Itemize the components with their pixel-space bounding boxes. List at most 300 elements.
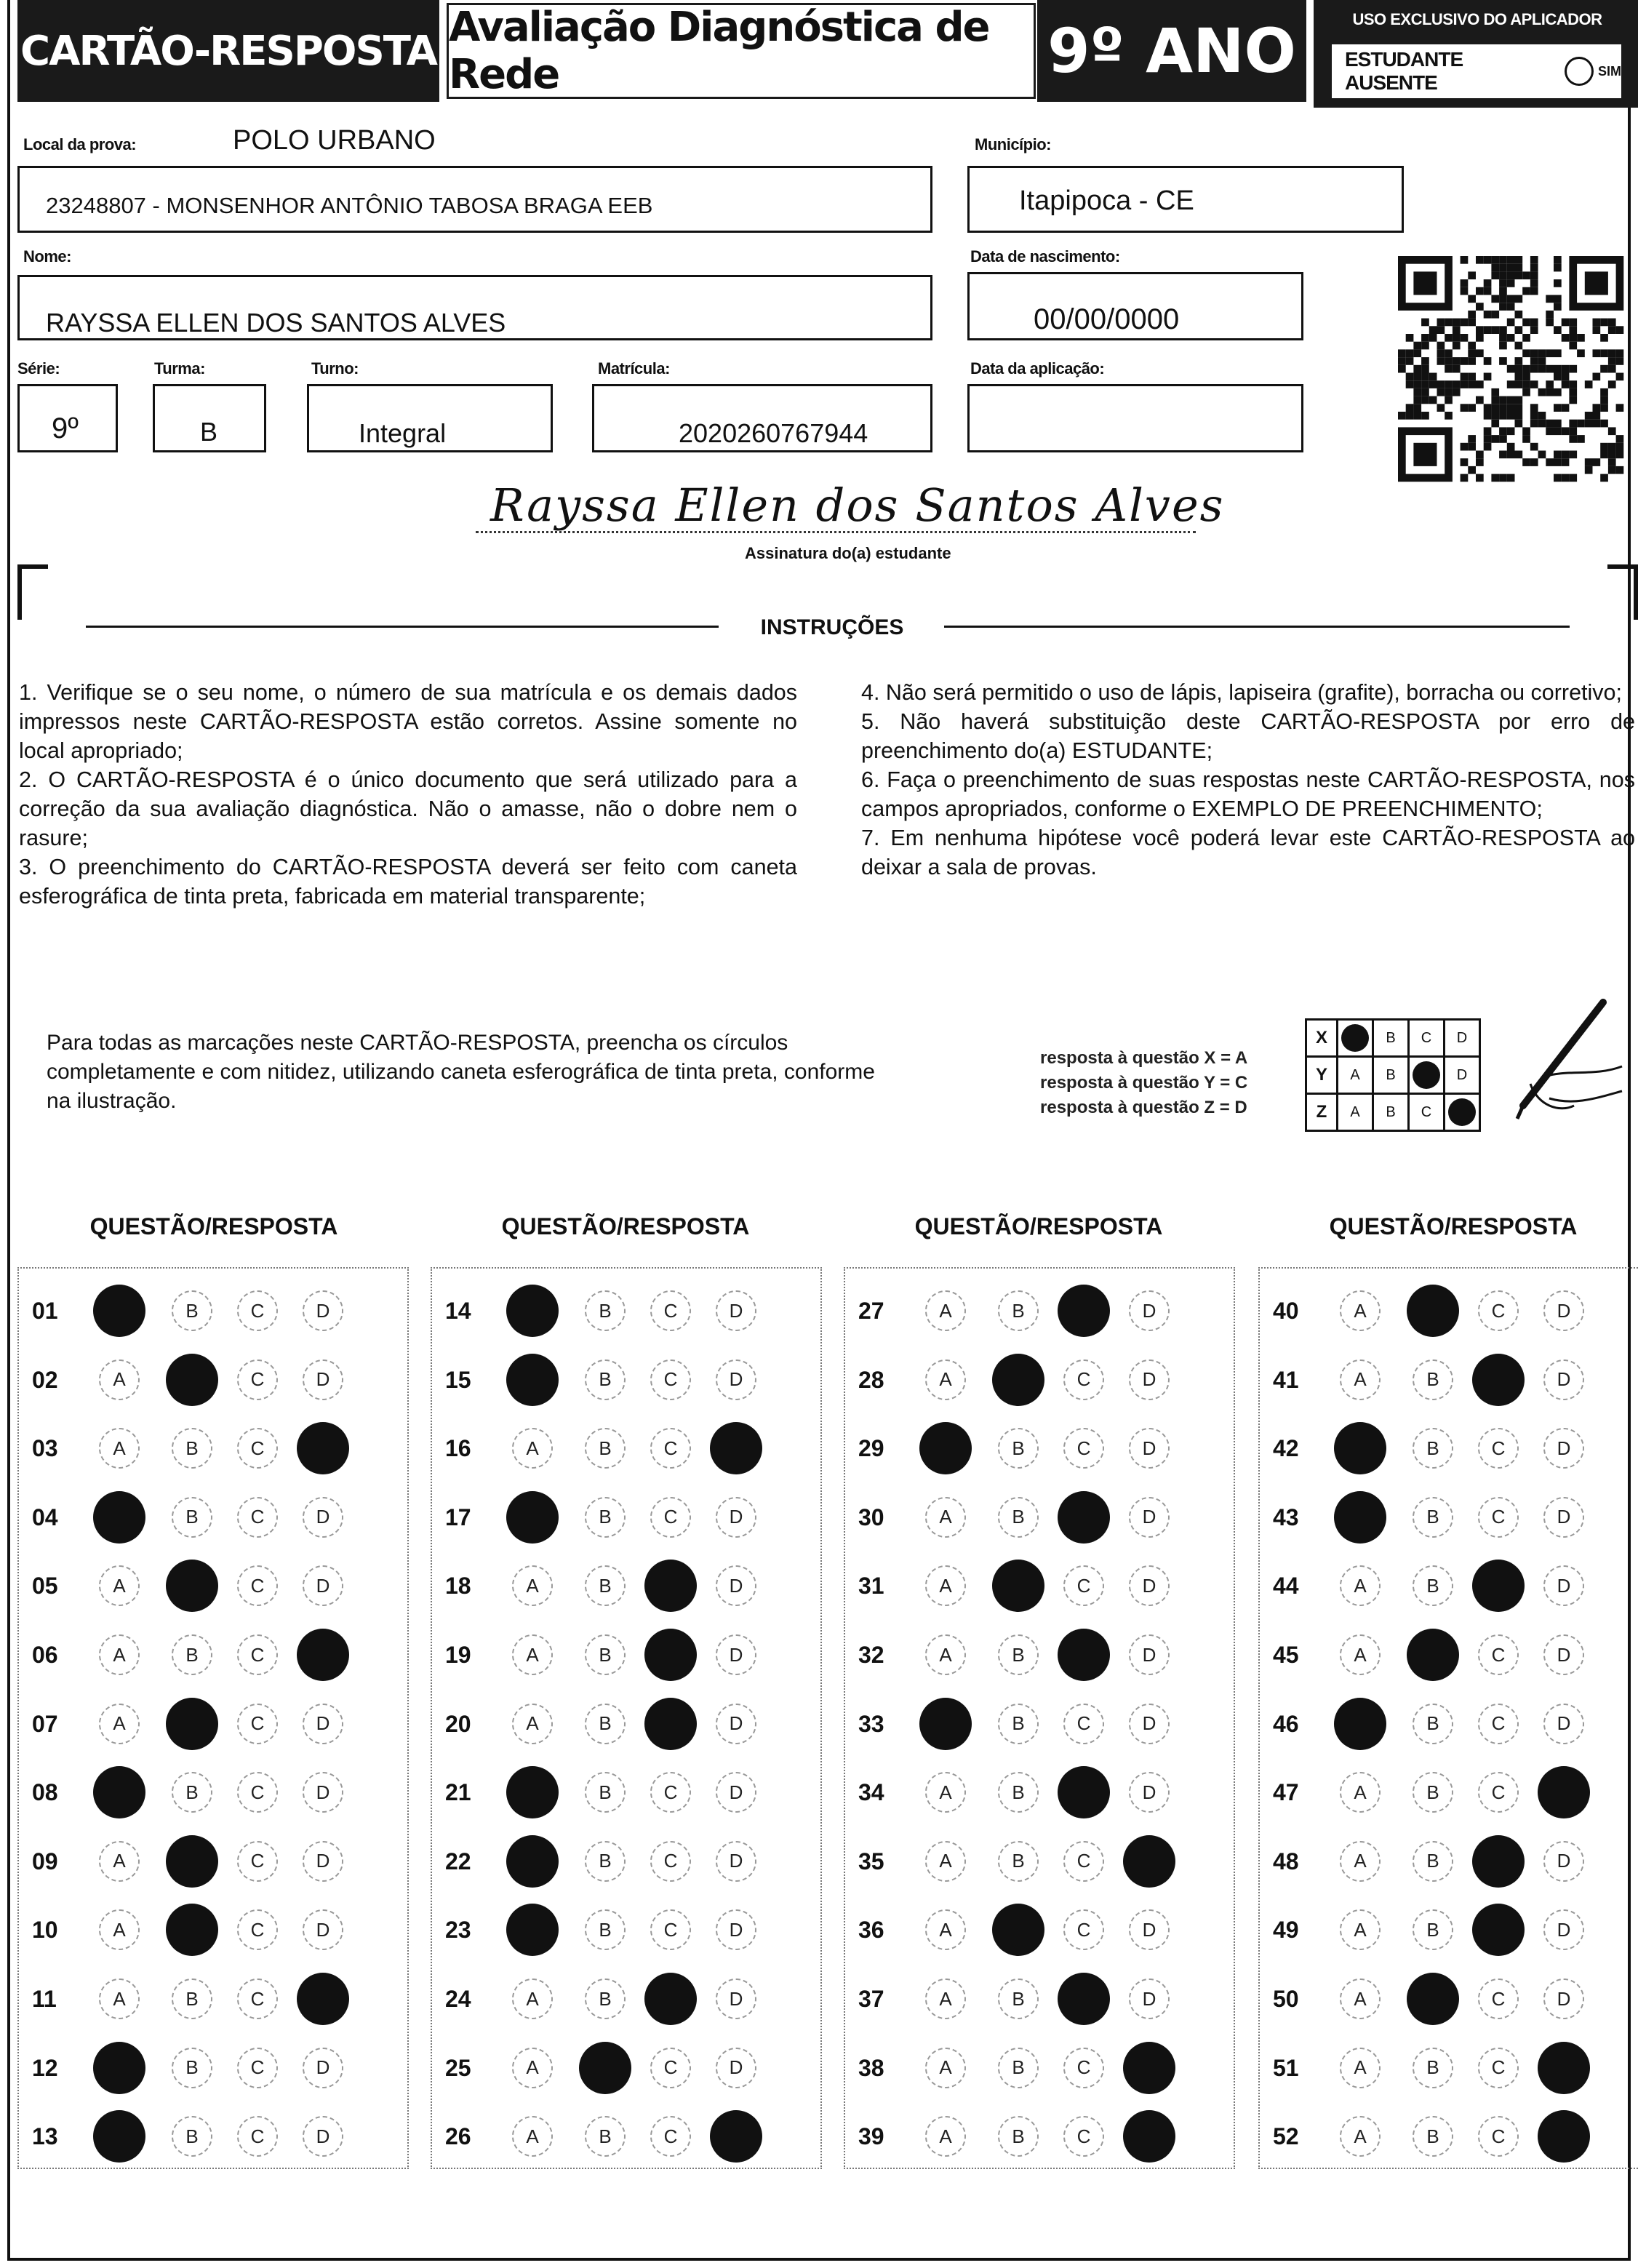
answer-bubble[interactable]: D bbox=[1129, 1772, 1170, 1813]
answer-bubble[interactable]: D bbox=[1543, 1497, 1584, 1538]
answer-bubble-filled[interactable] bbox=[1058, 1973, 1110, 2025]
answer-bubble[interactable]: C bbox=[237, 1497, 278, 1538]
answer-bubble-filled[interactable] bbox=[1407, 1629, 1459, 1681]
answer-bubble[interactable]: C bbox=[237, 1565, 278, 1606]
answer-bubble[interactable]: D bbox=[1129, 1909, 1170, 1950]
answer-bubble[interactable]: C bbox=[1478, 1497, 1519, 1538]
answer-bubble-filled[interactable] bbox=[1058, 1285, 1110, 1337]
signature-caption: Assinatura do(a) estudante bbox=[745, 544, 951, 562]
answer-bubble[interactable]: A bbox=[925, 2048, 966, 2088]
example-filled-bubble bbox=[1338, 1020, 1373, 1057]
answer-row bbox=[845, 2039, 1234, 2097]
answer-bubble[interactable]: D bbox=[716, 1290, 756, 1331]
answer-bubble-filled[interactable] bbox=[93, 1491, 145, 1544]
aplicacao-label: Data da aplicação: bbox=[970, 359, 1105, 378]
answer-row bbox=[432, 1419, 820, 1477]
answer-bubble[interactable]: C bbox=[237, 1841, 278, 1882]
answer-bubble[interactable]: B bbox=[585, 1359, 626, 1400]
answer-bubble[interactable]: D bbox=[1543, 1290, 1584, 1331]
answer-bubble-filled[interactable] bbox=[1334, 1491, 1386, 1544]
answer-row bbox=[19, 1282, 407, 1340]
answer-bubble[interactable]: D bbox=[1129, 1704, 1170, 1744]
answer-bubble[interactable]: C bbox=[237, 2048, 278, 2088]
answer-bubble-filled[interactable] bbox=[919, 1698, 972, 1750]
nascimento-field bbox=[967, 272, 1303, 340]
question-number: 40 bbox=[1273, 1298, 1299, 1324]
question-number: 32 bbox=[858, 1642, 884, 1668]
answer-bubble-filled[interactable] bbox=[1472, 1354, 1525, 1406]
answer-bubble[interactable]: B bbox=[1413, 1359, 1453, 1400]
answer-row bbox=[1260, 1351, 1638, 1409]
answer-row bbox=[432, 1351, 820, 1409]
answer-bubble[interactable]: C bbox=[1063, 1841, 1104, 1882]
question-number: 18 bbox=[445, 1573, 471, 1600]
answer-bubble[interactable]: D bbox=[1543, 1841, 1584, 1882]
answer-bubble[interactable]: D bbox=[716, 1565, 756, 1606]
question-number: 48 bbox=[1273, 1848, 1299, 1874]
answer-bubble[interactable]: A bbox=[99, 1428, 140, 1469]
answer-bubble[interactable]: A bbox=[512, 1704, 553, 1744]
answer-row bbox=[1260, 1282, 1638, 1340]
question-number: 42 bbox=[1273, 1435, 1299, 1462]
matricula-label: Matrícula: bbox=[598, 359, 670, 378]
question-number: 11 bbox=[32, 1986, 57, 2012]
answer-bubble[interactable]: B bbox=[1413, 1909, 1453, 1950]
answer-bubble-filled[interactable] bbox=[506, 1904, 559, 1956]
serie-value: 9º bbox=[52, 412, 79, 444]
answer-bubble[interactable]: A bbox=[99, 1565, 140, 1606]
answer-bubble[interactable]: B bbox=[585, 1909, 626, 1950]
answer-bubble-filled[interactable] bbox=[506, 1766, 559, 1818]
answer-bubble-filled[interactable] bbox=[506, 1491, 559, 1544]
answer-bubble[interactable]: B bbox=[172, 1634, 212, 1675]
answer-bubble-filled[interactable] bbox=[506, 1354, 559, 1406]
answer-row bbox=[845, 1626, 1234, 1684]
answer-bubble[interactable]: D bbox=[716, 1909, 756, 1950]
answer-row bbox=[432, 1626, 820, 1684]
question-number: 02 bbox=[32, 1366, 58, 1393]
pen-hand-icon bbox=[1479, 997, 1625, 1135]
answer-bubble-filled[interactable] bbox=[166, 1354, 218, 1406]
answer-bubble-filled[interactable] bbox=[710, 1422, 762, 1474]
answer-bubble[interactable]: A bbox=[512, 1565, 553, 1606]
answer-bubble[interactable]: D bbox=[303, 1497, 343, 1538]
question-number: 22 bbox=[445, 1848, 471, 1874]
answer-bubble[interactable]: A bbox=[99, 1978, 140, 2019]
answer-bubble[interactable]: D bbox=[1543, 1704, 1584, 1744]
instruction-item: 3. O preenchimento do CARTÃO-RESPOSTA deverá ser feito com caneta esferográfica de tinta preta, fabricada em material transparente; bbox=[19, 855, 797, 909]
answer-bubble-filled[interactable] bbox=[1472, 1560, 1525, 1612]
matricula-field bbox=[592, 384, 932, 452]
answer-bubble[interactable]: A bbox=[1340, 1841, 1381, 1882]
answer-bubble[interactable]: A bbox=[1340, 1290, 1381, 1331]
answer-bubble[interactable]: C bbox=[1478, 1772, 1519, 1813]
question-number: 23 bbox=[445, 1917, 471, 1944]
answer-bubble[interactable]: D bbox=[303, 2048, 343, 2088]
answer-bubble[interactable]: D bbox=[303, 1290, 343, 1331]
answer-bubble-filled[interactable] bbox=[644, 1629, 697, 1681]
question-number: 21 bbox=[445, 1779, 471, 1806]
answer-bubble[interactable]: B bbox=[1413, 1428, 1453, 1469]
column-title: QUESTÃO/RESPOSTA bbox=[1329, 1213, 1578, 1239]
answer-bubble-filled[interactable] bbox=[506, 1835, 559, 1888]
question-number: 33 bbox=[858, 1710, 884, 1737]
answer-bubble[interactable]: D bbox=[1129, 1290, 1170, 1331]
answer-bubble[interactable]: D bbox=[1129, 1978, 1170, 2019]
answer-bubble-filled[interactable] bbox=[1123, 2110, 1175, 2163]
column-title: QUESTÃO/RESPOSTA bbox=[914, 1213, 1163, 1239]
answer-bubble[interactable]: C bbox=[237, 1772, 278, 1813]
answer-bubble[interactable]: D bbox=[303, 2116, 343, 2157]
answer-bubble[interactable]: A bbox=[512, 1634, 553, 1675]
answer-bubble[interactable]: D bbox=[1543, 1634, 1584, 1675]
answer-bubble-filled[interactable] bbox=[166, 1560, 218, 1612]
answer-bubble[interactable]: D bbox=[303, 1909, 343, 1950]
answer-bubble[interactable]: B bbox=[172, 1290, 212, 1331]
answer-bubble[interactable]: D bbox=[716, 1704, 756, 1744]
example-option: C bbox=[1409, 1094, 1445, 1131]
answer-bubble[interactable]: B bbox=[585, 2116, 626, 2157]
divider bbox=[944, 626, 1570, 628]
answer-bubble[interactable]: C bbox=[237, 1428, 278, 1469]
answer-bubble[interactable]: B bbox=[998, 1772, 1039, 1813]
answer-bubble[interactable]: D bbox=[1129, 1634, 1170, 1675]
answer-bubble-filled[interactable] bbox=[93, 2042, 145, 2094]
answer-bubble-filled[interactable] bbox=[1123, 1835, 1175, 1888]
answer-bubble[interactable]: C bbox=[1478, 2116, 1519, 2157]
answer-bubble[interactable]: A bbox=[1340, 1359, 1381, 1400]
answer-bubble[interactable]: D bbox=[1543, 1909, 1584, 1950]
answer-bubble[interactable]: A bbox=[925, 1634, 966, 1675]
applicator-box bbox=[1314, 0, 1638, 108]
answer-bubble[interactable]: A bbox=[512, 1978, 553, 2019]
example-option: B bbox=[1373, 1020, 1409, 1057]
answer-bubble[interactable]: C bbox=[1063, 2116, 1104, 2157]
answer-bubble[interactable]: D bbox=[716, 2048, 756, 2088]
answer-bubble[interactable]: A bbox=[1340, 1634, 1381, 1675]
answer-bubble[interactable]: A bbox=[512, 1428, 553, 1469]
nome-label: Nome: bbox=[23, 247, 71, 265]
answer-bubble[interactable]: A bbox=[925, 1841, 966, 1882]
nome-value: RAYSSA ELLEN DOS SANTOS ALVES bbox=[46, 308, 506, 338]
answer-bubble[interactable]: B bbox=[585, 1497, 626, 1538]
answer-bubble[interactable]: A bbox=[925, 1909, 966, 1950]
answer-bubble[interactable]: B bbox=[172, 2116, 212, 2157]
answer-bubble[interactable]: A bbox=[1340, 1772, 1381, 1813]
answer-bubble-filled[interactable] bbox=[1472, 1904, 1525, 1956]
answer-bubble[interactable]: B bbox=[172, 1978, 212, 2019]
answer-bubble[interactable]: D bbox=[1129, 1428, 1170, 1469]
answer-bubble[interactable]: D bbox=[716, 1978, 756, 2019]
answer-bubble[interactable]: C bbox=[237, 2116, 278, 2157]
answer-bubble-filled[interactable] bbox=[644, 1698, 697, 1750]
answer-bubble-filled[interactable] bbox=[919, 1422, 972, 1474]
answer-bubble[interactable]: C bbox=[650, 1497, 691, 1538]
answer-bubble[interactable]: B bbox=[172, 1772, 212, 1813]
answer-bubble-filled[interactable] bbox=[1123, 2042, 1175, 2094]
answer-bubble[interactable]: D bbox=[716, 1634, 756, 1675]
answer-bubble-filled[interactable] bbox=[1472, 1835, 1525, 1888]
answer-bubble[interactable]: A bbox=[1340, 2116, 1381, 2157]
answer-bubble-filled[interactable] bbox=[93, 2110, 145, 2163]
answer-bubble-filled[interactable] bbox=[166, 1835, 218, 1888]
answer-bubble[interactable]: B bbox=[1413, 1497, 1453, 1538]
answer-bubble-filled[interactable] bbox=[1538, 1766, 1590, 1818]
answer-bubble[interactable]: B bbox=[1413, 2048, 1453, 2088]
answer-bubble[interactable]: A bbox=[925, 1359, 966, 1400]
nascimento-value: 00/00/0000 bbox=[1034, 303, 1180, 335]
answer-bubble[interactable]: B bbox=[585, 1634, 626, 1675]
instruction-item: 2. O CARTÃO-RESPOSTA é o único documento que será utilizado para a correção da sua avaliação diagnóstica. Não o amasse, não o dobre nem o rasure; bbox=[19, 767, 797, 850]
nascimento-label: Data de nascimento: bbox=[970, 247, 1120, 265]
answer-bubble[interactable]: C bbox=[237, 1359, 278, 1400]
answer-bubble[interactable]: B bbox=[998, 2048, 1039, 2088]
question-number: 16 bbox=[445, 1435, 471, 1462]
answer-bubble[interactable]: C bbox=[1478, 1978, 1519, 2019]
answer-bubble[interactable]: A bbox=[99, 1841, 140, 1882]
answer-row bbox=[845, 1557, 1234, 1615]
exam-title: Avaliação Diagnóstica de Rede bbox=[447, 3, 1036, 99]
answer-bubble[interactable]: B bbox=[1413, 2116, 1453, 2157]
answer-bubble[interactable]: A bbox=[1340, 1978, 1381, 2019]
answer-bubble[interactable]: B bbox=[585, 1704, 626, 1744]
answer-bubble[interactable]: C bbox=[237, 1978, 278, 2019]
answer-bubble[interactable]: B bbox=[1413, 1772, 1453, 1813]
answer-bubble[interactable]: D bbox=[1543, 1359, 1584, 1400]
answer-bubble[interactable]: C bbox=[1478, 1290, 1519, 1331]
question-number: 15 bbox=[445, 1366, 471, 1393]
answer-bubble-filled[interactable] bbox=[166, 1904, 218, 1956]
answer-bubble[interactable]: A bbox=[925, 2116, 966, 2157]
answer-row bbox=[1260, 1901, 1638, 1959]
answer-bubble[interactable]: C bbox=[237, 1704, 278, 1744]
question-number: 30 bbox=[858, 1504, 884, 1530]
answer-row bbox=[845, 1901, 1234, 1959]
answer-bubble[interactable]: B bbox=[998, 1634, 1039, 1675]
answer-bubble[interactable]: C bbox=[1478, 2048, 1519, 2088]
answer-bubble[interactable]: B bbox=[1413, 1565, 1453, 1606]
municipio-field bbox=[967, 166, 1404, 233]
answer-bubble-filled[interactable] bbox=[1334, 1698, 1386, 1750]
answer-bubble[interactable]: D bbox=[716, 1841, 756, 1882]
signature-line bbox=[476, 531, 1196, 533]
answer-row bbox=[1260, 1763, 1638, 1821]
applicator-title: USO EXCLUSIVO DO APLICADOR bbox=[1352, 10, 1602, 28]
answer-bubble[interactable]: A bbox=[1340, 2048, 1381, 2088]
answer-bubble[interactable]: B bbox=[172, 1428, 212, 1469]
answer-bubble-filled[interactable] bbox=[644, 1560, 697, 1612]
answer-bubble[interactable]: D bbox=[303, 1359, 343, 1400]
answer-bubble[interactable]: B bbox=[172, 1497, 212, 1538]
answer-bubble-filled[interactable] bbox=[297, 1422, 349, 1474]
answer-bubble[interactable]: B bbox=[998, 1290, 1039, 1331]
answer-row bbox=[432, 2039, 820, 2097]
filled-dot-icon bbox=[1448, 1098, 1476, 1126]
answer-bubble[interactable]: C bbox=[237, 1909, 278, 1950]
answer-bubble-filled[interactable] bbox=[992, 1904, 1044, 1956]
question-number: 01 bbox=[32, 1298, 58, 1324]
answer-bubble[interactable]: D bbox=[1543, 1978, 1584, 2019]
answer-bubble[interactable]: C bbox=[237, 1634, 278, 1675]
answer-bubble[interactable]: B bbox=[585, 1290, 626, 1331]
answer-bubble-filled[interactable] bbox=[1058, 1491, 1110, 1544]
answer-bubble[interactable]: D bbox=[716, 1772, 756, 1813]
answer-bubble[interactable]: D bbox=[303, 1841, 343, 1882]
answer-bubble-filled[interactable] bbox=[1407, 1285, 1459, 1337]
column-title: QUESTÃO/RESPOSTA bbox=[501, 1213, 750, 1239]
answer-bubble[interactable]: C bbox=[1478, 1704, 1519, 1744]
answer-bubble-filled[interactable] bbox=[1538, 2042, 1590, 2094]
fill-note: Para todas as marcações neste CARTÃO-RESPOSTA, preencha os círculos completamente e com nitidez, utilizando caneta esferográfica de tinta preta, conforme na ilustração. bbox=[47, 1031, 875, 1113]
answer-bubble[interactable]: C bbox=[650, 1909, 691, 1950]
answer-bubble[interactable]: C bbox=[1063, 1704, 1104, 1744]
answer-row bbox=[19, 1488, 407, 1546]
absent-field bbox=[1330, 42, 1623, 100]
answer-bubble[interactable]: C bbox=[1063, 2048, 1104, 2088]
answer-bubble[interactable]: A bbox=[925, 1497, 966, 1538]
answer-bubble[interactable]: A bbox=[512, 2048, 553, 2088]
answer-bubble[interactable]: C bbox=[650, 1841, 691, 1882]
answer-row bbox=[432, 1557, 820, 1615]
question-number: 39 bbox=[858, 2123, 884, 2150]
absent-bubble[interactable] bbox=[1565, 57, 1594, 86]
answer-bubble[interactable]: B bbox=[1413, 1841, 1453, 1882]
question-number: 50 bbox=[1273, 1986, 1299, 2012]
instruction-item: 7. Em nenhuma hipótese você poderá levar este CARTÃO-RESPOSTA ao deixar a sala de provas. bbox=[861, 826, 1635, 879]
answer-bubble-filled[interactable] bbox=[93, 1285, 145, 1337]
example-legend-line: resposta à questão Y = C bbox=[1040, 1073, 1248, 1093]
answer-bubble[interactable]: A bbox=[925, 1290, 966, 1331]
answer-row bbox=[432, 1488, 820, 1546]
answer-bubble[interactable]: D bbox=[1129, 1359, 1170, 1400]
answer-row bbox=[19, 1832, 407, 1890]
answer-bubble[interactable]: D bbox=[716, 1497, 756, 1538]
municipio-value: Itapipoca - CE bbox=[1019, 185, 1194, 216]
answer-bubble[interactable]: A bbox=[99, 1704, 140, 1744]
answer-bubble[interactable]: B bbox=[1413, 1704, 1453, 1744]
answer-bubble[interactable]: C bbox=[650, 1772, 691, 1813]
answer-bubble[interactable]: C bbox=[1063, 1428, 1104, 1469]
answer-bubble-filled[interactable] bbox=[992, 1354, 1044, 1406]
answer-bubble[interactable]: A bbox=[925, 1978, 966, 2019]
answer-bubble[interactable]: C bbox=[650, 2048, 691, 2088]
answer-bubble[interactable]: C bbox=[650, 1290, 691, 1331]
answer-bubble[interactable]: B bbox=[172, 2048, 212, 2088]
instruction-item: 6. Faça o preenchimento de suas respostas neste CARTÃO-RESPOSTA, nos campos apropriados, conforme o EXEMPLO DE PREENCHIMENTO; bbox=[861, 767, 1635, 821]
question-number: 19 bbox=[445, 1642, 471, 1668]
answer-bubble[interactable]: C bbox=[650, 1428, 691, 1469]
answer-bubble[interactable]: B bbox=[585, 1772, 626, 1813]
question-number: 52 bbox=[1273, 2123, 1299, 2150]
answer-bubble[interactable]: B bbox=[998, 1841, 1039, 1882]
answer-bubble[interactable]: C bbox=[237, 1290, 278, 1331]
answer-bubble[interactable]: B bbox=[585, 1841, 626, 1882]
answer-bubble[interactable]: A bbox=[512, 2116, 553, 2157]
answer-row bbox=[432, 2107, 820, 2165]
answer-bubble[interactable]: D bbox=[1129, 1497, 1170, 1538]
answer-bubble[interactable]: B bbox=[585, 1428, 626, 1469]
answer-row bbox=[845, 1832, 1234, 1890]
answer-bubble-filled[interactable] bbox=[297, 1629, 349, 1681]
question-number: 37 bbox=[858, 1986, 884, 2012]
answer-bubble[interactable]: A bbox=[99, 1634, 140, 1675]
answer-bubble[interactable]: D bbox=[716, 1359, 756, 1400]
answer-bubble-filled[interactable] bbox=[506, 1285, 559, 1337]
answer-bubble[interactable]: B bbox=[585, 1978, 626, 2019]
question-number: 28 bbox=[858, 1366, 884, 1393]
answer-bubble[interactable]: D bbox=[303, 1565, 343, 1606]
answer-bubble-filled[interactable] bbox=[579, 2042, 631, 2094]
answer-bubble-filled[interactable] bbox=[644, 1973, 697, 2025]
answer-bubble[interactable]: A bbox=[1340, 1909, 1381, 1950]
answer-bubble[interactable]: C bbox=[1478, 1634, 1519, 1675]
answer-row bbox=[19, 1763, 407, 1821]
answer-bubble-filled[interactable] bbox=[1058, 1766, 1110, 1818]
answer-bubble-filled[interactable] bbox=[992, 1560, 1044, 1612]
answer-row bbox=[19, 2039, 407, 2097]
answer-bubble[interactable]: B bbox=[998, 1428, 1039, 1469]
answer-bubble[interactable]: C bbox=[1478, 1428, 1519, 1469]
answer-bubble[interactable]: C bbox=[650, 1359, 691, 1400]
answer-bubble[interactable]: C bbox=[1063, 1909, 1104, 1950]
answer-bubble[interactable]: B bbox=[585, 1565, 626, 1606]
answer-row bbox=[845, 1351, 1234, 1409]
answer-bubble-filled[interactable] bbox=[93, 1766, 145, 1818]
answer-bubble-filled[interactable] bbox=[297, 1973, 349, 2025]
answer-bubble[interactable]: A bbox=[99, 1909, 140, 1950]
answer-bubble[interactable]: A bbox=[925, 1565, 966, 1606]
answer-bubble[interactable]: B bbox=[998, 1978, 1039, 2019]
question-number: 09 bbox=[32, 1848, 58, 1874]
answer-row bbox=[845, 1282, 1234, 1340]
answer-bubble[interactable]: C bbox=[1063, 1359, 1104, 1400]
question-number: 26 bbox=[445, 2123, 471, 2150]
answer-row bbox=[432, 1695, 820, 1753]
turma-field bbox=[153, 384, 266, 452]
answer-bubble[interactable]: C bbox=[1063, 1565, 1104, 1606]
answer-bubble[interactable]: A bbox=[925, 1772, 966, 1813]
answer-bubble-filled[interactable] bbox=[1538, 2110, 1590, 2163]
answer-panel bbox=[1258, 1267, 1638, 2169]
answer-bubble[interactable]: D bbox=[303, 1704, 343, 1744]
turma-value: B bbox=[200, 417, 218, 447]
answer-bubble[interactable]: D bbox=[1543, 1428, 1584, 1469]
answer-bubble-filled[interactable] bbox=[1407, 1973, 1459, 2025]
answer-bubble[interactable]: B bbox=[998, 2116, 1039, 2157]
answer-bubble-filled[interactable] bbox=[1058, 1629, 1110, 1681]
filled-dot-icon bbox=[1413, 1061, 1440, 1089]
question-number: 08 bbox=[32, 1779, 58, 1806]
answer-bubble[interactable]: D bbox=[1129, 1565, 1170, 1606]
answer-bubble[interactable]: D bbox=[303, 1772, 343, 1813]
answer-row bbox=[1260, 1557, 1638, 1615]
divider bbox=[86, 626, 719, 628]
absent-option-label: SIM bbox=[1597, 63, 1621, 79]
question-number: 04 bbox=[32, 1504, 58, 1530]
answer-bubble-filled[interactable] bbox=[710, 2110, 762, 2163]
answer-bubble[interactable]: A bbox=[99, 1359, 140, 1400]
answer-bubble[interactable]: D bbox=[1543, 1565, 1584, 1606]
answer-bubble[interactable]: A bbox=[1340, 1565, 1381, 1606]
question-number: 31 bbox=[858, 1573, 884, 1600]
answer-bubble[interactable]: B bbox=[998, 1497, 1039, 1538]
answer-bubble-filled[interactable] bbox=[1334, 1422, 1386, 1474]
instruction-item: 5. Não haverá substituição deste CARTÃO-RESPOSTA por erro de preenchimento do(a) ESTUDANTE; bbox=[861, 709, 1635, 763]
matricula-value: 2020260767944 bbox=[679, 418, 868, 448]
answer-bubble-filled[interactable] bbox=[166, 1698, 218, 1750]
answer-bubble[interactable]: C bbox=[650, 2116, 691, 2157]
answer-bubble[interactable]: B bbox=[998, 1704, 1039, 1744]
